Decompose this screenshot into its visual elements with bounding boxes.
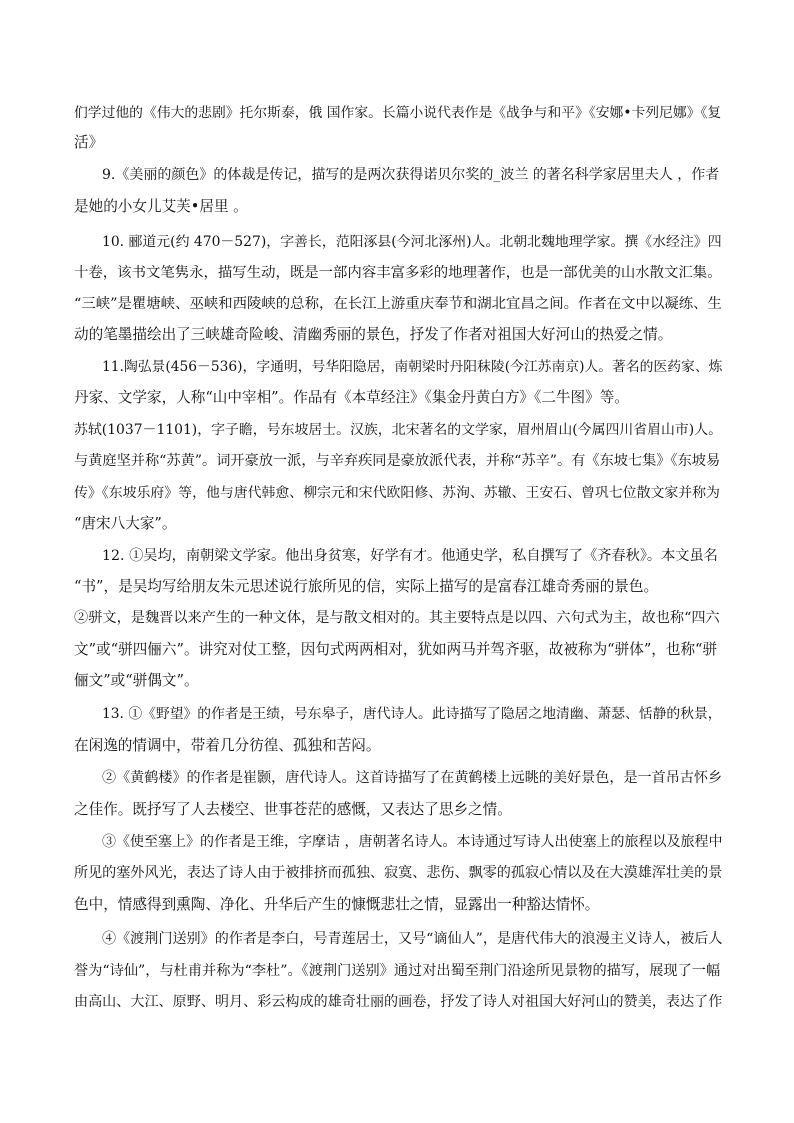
text-line: 苏轼(1037－1101)，字子瞻，号东坡居士。汉族，北宋著名的文学家，眉州眉山(今属四川省眉山市)人。 <box>74 422 723 438</box>
text-line: 丹家、文学家，人称“山中宰相”。作品有《本草经注》《集金丹黄白方》《二牛图》等。 <box>74 389 629 406</box>
text-line: 活》 <box>74 134 104 151</box>
text-line: 动的笔墨描绘出了三峡雄奇险峻、清幽秀丽的景色，抒发了作者对祖国大好河山的热爱之情。 <box>74 326 673 343</box>
text-line: 与黄庭坚并称“苏黄”。词开豪放一派，与辛弃疾同是豪放派代表，并称“苏辛”。有《东坡七集》《东坡易 <box>74 453 721 469</box>
text-line: 11.陶弘景(456－536)，字通明，号华阳隐居，南朝梁时丹阳秣陵(今江苏南京)人。著名的医药家、炼 <box>102 359 723 375</box>
text-line: 传》《东坡乐府》等，他与唐代韩愈、柳宗元和宋代欧阳修、苏洵、苏辙、王安石、曾巩七位散文家并称为 <box>74 485 720 501</box>
text-line: 由高山、大江、原野、明月、彩云构成的雄奇壮丽的画卷，抒发了诗人对祖国大好河山的赞美，表达了作 <box>74 994 723 1010</box>
text-line: ④《渡荆门送别》的作者是李白，号青莲居士，又号“谪仙人”，是唐代伟大的浪漫主义诗人，被后人 <box>102 931 723 947</box>
text-line: ②骈文，是魏晋以来产生的一种文体，是与散文相对的。其主要特点是以四、六句式为主，故也称“四六 <box>74 610 720 626</box>
text-line: 色中，情感得到熏陶、净化、升华后产生的慷慨悲壮之情，显露出一种豁达情怀。 <box>74 896 600 913</box>
text-line: “书”，是吴均写给朋友朱元思述说行旅所见的信，实际上描写的是富春江雄奇秀丽的景色。 <box>74 578 659 595</box>
text-line: ③《使至塞上》的作者是王维，字摩诘 ，唐朝著名诗人。本诗通过写诗人出使塞上的旅程以及旅程中 <box>102 834 723 850</box>
text-line: 在闲逸的情调中，带着几分彷徨、孤独和苦闷。 <box>74 737 381 754</box>
text-line: “唐宋八大家”。 <box>74 515 177 532</box>
text-line: 是她的小女儿艾芙•居里 。 <box>74 198 248 215</box>
text-line: 9.《美丽的颜色》的体裁是传记，描写的是两次获得诺贝尔奖的_波兰 的著名科学家居里夫人 ，作者 <box>102 167 720 183</box>
text-line: 十卷，该书文笔隽永，描写生动，既是一部内容丰富多彩的地理著作，也是一部优美的山水散文汇集。 <box>74 265 722 281</box>
text-line: ②《黄鹤楼》的作者是崔颢，唐代诗人。这首诗描写了在黄鹤楼上远眺的美好景色，是一首吊古怀乡 <box>102 770 723 786</box>
text-line: 俪文”或“骈偶文”。 <box>74 672 199 689</box>
text-line: 10. 郦道元(约 470－527)，字善长，范阳涿县(今河北涿州)人。北朝北魏地理学家。撰《水经注》四 <box>102 234 722 250</box>
text-line: 誉为“诗仙”，与杜甫并称为“李杜”。《渡荆门送别》通过对出蜀至荆门沿途所见景物的描写，展现了一幅 <box>74 963 721 979</box>
text-line: 13. ①《野望》的作者是王绩，号东皋子，唐代诗人。此诗描写了隐居之地清幽、萧瑟、恬静的秋景， <box>102 706 722 722</box>
text-line: 文”或“骈四俪六”。讲究对仗工整，因句式两两相对，犹如两马并驾齐驱，故被称为“骈体”，也称“骈 <box>74 641 718 658</box>
text-line: 12. ①吴均，南朝梁文学家。他出身贫寒，好学有才。他通史学，私自撰写了《齐春秋》。本文虽名 <box>102 548 718 564</box>
text-line: 之佳作。既抒写了人去楼空、世事苍茫的感慨，又表达了思乡之情。 <box>74 801 512 818</box>
text-line: “三峡”是瞿塘峡、巫峡和西陵峡的总称，在长江上游重庆奉节和湖北宜昌之间。作者在文中以凝练、生 <box>74 296 722 312</box>
text-line: 们学过他的《伟大的悲剧》托尔斯泰，俄 国作家。长篇小说代表作是《战争与和平》《安娜•卡列尼娜》《复 <box>74 105 722 121</box>
text-line: 所见的塞外风光，表达了诗人由于被排挤而孤独、寂寞、悲伤、飘零的孤寂心情以及在大漠雄浑壮美的景 <box>74 865 723 881</box>
